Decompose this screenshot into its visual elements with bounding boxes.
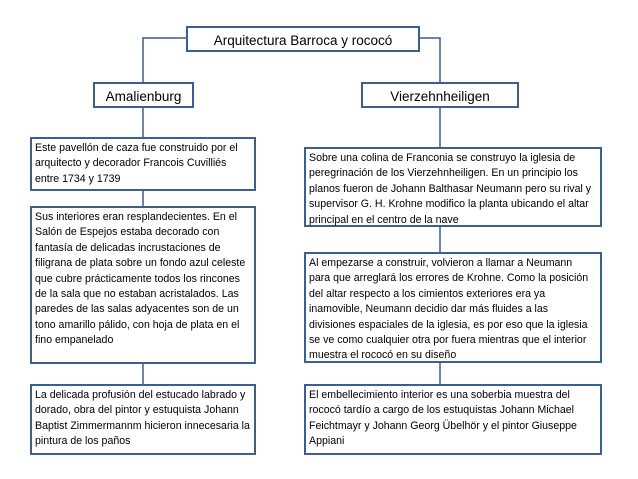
right-box-2: Al empezarse a construir, volvieron a llamar a Neumann para que arreglará los errores de Krohne. Como la posición del altar respecto a los cimientos exteriores era ya inamovible, Neumann decidio dar más fluides a las divisiones espaciales de la iglesia, es por eso que la iglesia se ve como cualquier otra por fuera mientras que el interior muestra el rococó en su diseño: [304, 252, 602, 363]
heading-amalienburg: Amalienburg: [93, 82, 194, 108]
right-box-3: El embellecimiento interior es una soberbia muestra del rococó tardío a cargo de los estuquistas Johann Michael Feichtmayr y Johann Georg Übelhör y el pintor Giuseppe Appiani: [304, 384, 602, 455]
left-box-2: Sus interiores eran resplandecientes. En el Salón de Espejos estaba decorado con fantasía de delicadas incrustaciones de filigrana de plata sobre un fondo azul celeste que cubre prácticamente todos los rincones de la sala que no estaban acristalados. Las paredes de las salas adyacentes son de un tono amarillo pálido, con hoja de plata en el fino empanelado: [30, 206, 256, 364]
heading-vierzehnheiligen: Vierzehnheiligen: [361, 82, 519, 108]
title-box: Arquitectura Barroca y rococó: [186, 26, 420, 52]
connector-title-right: [420, 38, 440, 82]
left-box-1: Este pavellón de caza fue construido por el arquitecto y decorador Francois Cuvilliés entre 1734 y 1739: [30, 137, 256, 191]
connector-title-left: [143, 38, 186, 82]
right-box-1: Sobre una colina de Franconia se construyo la iglesia de peregrinación de los Vierzehnheiligen. En un principio los planos fueron de Johann Balthasar Neumann pero su rival y supervisor G. H. Krohne modifico la planta ubicando el altar principal en el centro de la nave: [304, 147, 602, 227]
left-box-3: La delicada profusión del estucado labrado y dorado, obra del pintor y estuquista Johann Baptist Zimmermannm hicieron innecesaria la pintura de los paños: [30, 384, 256, 455]
